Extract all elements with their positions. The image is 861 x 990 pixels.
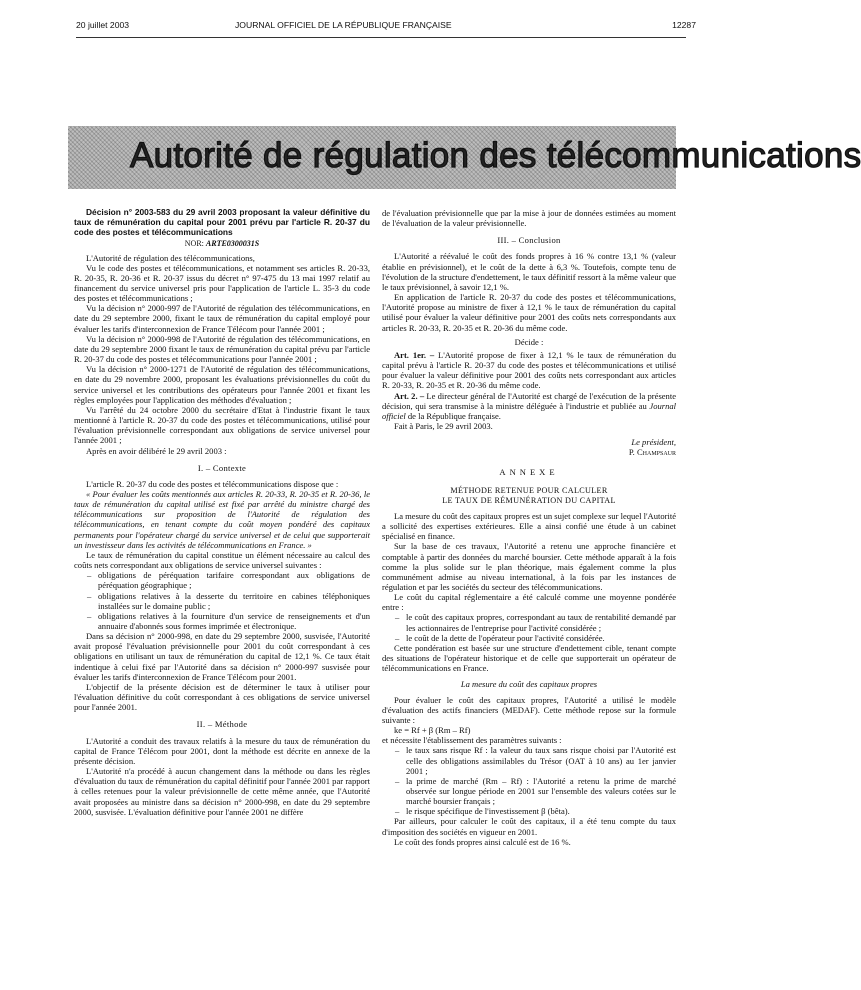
cost-components-list [382, 612, 676, 642]
nor-label: NOR: [184, 239, 204, 249]
paragraph: Le taux de rémunération du capital constitue un élément nécessaire au calcul des coûts nets correspondant aux obligations de service universel suivantes : [74, 549, 370, 571]
paragraph: Vu la décision n° 2000-997 de l'Autorité de régulation des télécommunications, en date du 29 septembre 2000, fixant le taux de rémunération du capital employé pour évaluer les tarifs d'interconnexion de France Télécom pour l'année 2001 ; [74, 303, 370, 334]
paragraph: Cette pondération est basée sur une structure d'endettement cible, tenant compte des situations de l'opérateur historique et de celle que supporterait un opérateur de télécommunications en France. [382, 642, 676, 674]
left-column [74, 208, 370, 817]
parameters-list [382, 745, 676, 816]
paragraph: Dans sa décision n° 2000-998, en date du 29 septembre 2000, susvisée, l'Autorité avait proposé l'évaluation prévisionnelle pour 2001 du coût correspondant à ces obligations en utilisant un taux de rémunération du capital de 12,1 %. Ce taux était indentique à celui fixé par l'Autorité dans sa décision n° 2000-997 susvisée pour évaluer les tarifs d'interconnexion de France Télécom pour 2001. [74, 631, 370, 682]
quoted-article: « Pour évaluer les coûts mentionnés aux articles R. 20-33, R. 20-35 et R. 20-36, le taux de rémunération du capital utilisé est fixé par arrêté du ministre chargé des télécommunications sur proposition de l'Autorité de régulation des télécommunications, en tenant compte du coût moyen pondéré des capitaux permanents pour l'opérateur chargé du service universel et de celui que supporterait un investisseur dans les activités de télécommunications en France. » [74, 488, 370, 550]
list-item: – le coût de la dette de l'opérateur pour l'activité considérée. [406, 633, 676, 643]
banner-title: Autorité de régulation des télécommunications [130, 136, 861, 175]
paragraph: L'Autorité de régulation des télécommunications, [86, 252, 255, 263]
journal-officiel: Journal officiel [382, 400, 676, 421]
article-1-label: Art. 1er. – [394, 349, 435, 360]
list-item: – obligations relatives à la desserte du territoire en cabines téléphoniques installées sur le domaine public ; [98, 591, 370, 611]
paragraph: Le coût du capital réglementaire a été calculé comme une moyenne pondérée entre : [382, 592, 676, 613]
list-item: – obligations de péréquation tarifaire correspondant aux obligations de péréquation géographique ; [98, 570, 370, 590]
header-rule [76, 37, 686, 38]
paragraph: de l'évaluation prévisionnelle que par la mise à jour de données estimées au moment de l'évaluation de la valeur prévisionnelle. [382, 208, 676, 229]
decision-title: Décision n° 2003-583 du 29 avril 2003 proposant la valeur définitive du taux de rémunération du capital pour 2001 prévu par l'article R. 20-37 du code des postes et télécommunications [74, 207, 370, 237]
article-2-text-b: de la République française. [405, 410, 501, 421]
article-2 [382, 391, 676, 421]
paragraph: Vu la décision n° 2000-998 de l'Autorité de régulation des télécommunications, en date du 29 septembre 2000 fixant le taux de rémunération du capital prévu par l'article R. 20-37 du code des postes et télécommunications pour l'année 2001 ; [74, 333, 370, 365]
list-item: – le taux sans risque Rf : la valeur du taux sans risque choisi par l'Autorité est celle des obligations assimilables du Trésor (OAT à 10 ans) au 1er janvier 2001 ; [406, 745, 676, 775]
nor-value: ARTE0300031S [205, 239, 260, 249]
right-column [382, 208, 676, 847]
obligations-list [74, 570, 370, 631]
header-date: 20 juillet 2003 [76, 20, 130, 30]
paragraph: et nécessite l'établissement des paramètres suivants : [382, 735, 562, 746]
paragraph: Vu l'arrêté du 24 octobre 2000 du secrétaire d'Etat à l'industrie fixant le taux mentionné à l'article R. 20-37 du code des postes et télécommunications, utilisé pour l'évaluation prévisionnelle correspondant aux obligations de service universel pour l'année 2001 ; [74, 404, 370, 446]
section-banner [68, 126, 861, 189]
article-1-text: L'Autorité propose de fixer à 12,1 % le taux de rémunération du capital prévu à l'article R. 20-37 du code des postes et télécommunications et utilisé pour évaluer la valeur définitive pour 2001 des coûts nets correspondant aux articles R. 20-33, R. 20-35 et R. 20-36 du même code. [382, 349, 676, 391]
article-2-text-a: Le directeur général de l'Autorité est chargé de l'exécution de la présente décision, qui sera transmise à la ministre déléguée à l'industrie et publiée au [382, 390, 677, 411]
paragraph: L'Autorité a conduit des travaux relatifs à la mesure du taux de rémunération du capital de France Télécom pour 2001, dont la méthode est décrite en annexe de la présente décision. [74, 735, 370, 766]
nor-reference [74, 239, 370, 249]
medaf-formula: ke = Rf + β (Rm – Rf) [394, 725, 471, 736]
list-item: – le risque spécifique de l'investissement β (bêta). [406, 806, 676, 816]
paragraph: Par ailleurs, pour calculer le coût des capitaux, il a été tenu compte du taux d'imposition des sociétés en vigueur en 2001. [382, 816, 676, 837]
header-journal-title: JOURNAL OFFICIEL DE LA RÉPUBLIQUE FRANÇAISE [235, 20, 452, 30]
signature-name: P. Champsaur [628, 447, 676, 458]
list-item: – la prime de marché (Rm – Rf) : l'Autorité a retenu la prime de marché observée sur longue période en 2001 sur l'ensemble des valeurs cotées sur le marché boursier français ; [406, 776, 676, 806]
paragraph: L'objectif de la présente décision est de déterminer le taux à utiliser pour l'évaluation définitive du coût correspondant à ces obligations de service universel pour l'année 2001. [74, 681, 370, 713]
list-item: – obligations relatives à la fourniture d'un service de renseignements et d'un annuaire d'abonnés sous formes imprimée et électronique. [98, 611, 370, 631]
paragraph: L'Autorité a réévalué le coût des fonds propres à 16 % contre 13,1 % (valeur établie en prévisionnel), et le coût de la dette à 6,3 %. Toutefois, compte tenu de l'évolution de la structure d'endettement, le taux définitif ressort à la même valeur que le taux prévisionnel, à savoir 12,1 %. [382, 251, 676, 292]
header-page-number: 12287 [672, 20, 696, 30]
annexe-heading: ANNEXE [499, 467, 559, 478]
section-heading-method: II. – Méthode [196, 719, 248, 730]
section-heading-context: I. – Contexte [197, 462, 247, 473]
page-header [0, 20, 748, 34]
paragraph: Vu la décision n° 2000-1271 de l'Autorité de régulation des télécommunications, en date du 29 novembre 2000, proposant les évaluations prévisionnelles du coût du service universel et les contributions des opérateurs pour l'année 2001 et fixant les règles employées pour l'application des méthodes d'évaluation ; [74, 364, 370, 405]
method-title-line-1: MÉTHODE RETENUE POUR CALCULER [450, 485, 608, 495]
section-heading-conclusion: III. – Conclusion [497, 235, 561, 246]
paragraph: Le coût des fonds propres ainsi calculé est de 16 %. [394, 836, 571, 847]
paragraph: En application de l'article R. 20-37 du code des postes et télécommunications, l'Autorité propose au ministre de fixer à 12,1 % le taux de rémunération du capital utilisé pour évaluer la valeur définitive pour 2001 des coûts nets correspondants aux articles R. 20-33, R. 20-35 et R. 20-36 du même code. [382, 292, 676, 333]
article-1 [382, 350, 676, 391]
decide-heading: Décide : [514, 336, 544, 347]
paragraph: Après en avoir délibéré le 29 avril 2003 : [86, 445, 227, 456]
paragraph: Pour évaluer le coût des capitaux propres, l'Autorité a utilisé le modèle d'évaluation des actifs financiers (MEDAF). Cette méthode repose sur la formule suivante : [382, 694, 676, 725]
list-item: – le coût des capitaux propres, correspondant au taux de rentabilité demandé par les actionnaires de l'entreprise pour l'activité considérée ; [406, 612, 676, 632]
paragraph: La mesure du coût des capitaux propres est un sujet complexe sur lequel l'Autorité a sollicité des expertises extérieures. Elle a ainsi confié une étude à un cabinet spécialisé en finance. [382, 510, 676, 542]
paragraph: Vu le code des postes et télécommunications, et notamment ses articles R. 20-33, R. 20-35, R. 20-36 et R. 20-37 issus du décret n° 97-475 du 13 mai 1997 relatif au financement du service universel pris pour l'application de l'article L. 35-3 du code des postes et télécommunications ; [74, 262, 370, 304]
paragraph: Sur la base de ces travaux, l'Autorité a retenu une approche financière et comptable à partir des données du marché boursier. Cette méthode apparaît à la fois comme la plus solide sur le plan théorique, mais également comme la plus communément admise au niveau international, à la fois par les instances de régulation et par les sociétés du secteur des télécommunications. [382, 541, 676, 592]
subsection-title: La mesure du coût des capitaux propres [460, 679, 598, 690]
paragraph: L'Autorité n'a procédé à aucun changement dans la méthode ou dans les règles d'évaluation du taux de rémunération du capital définitif pour l'année 2001 par rapport à celles retenues pour la valeur prévisionnelle de cette même année, que l'Autorité avait proposées au ministre dans sa décision n° 2000-998, en date du 29 septembre 2000, susvisée. L'évaluation définitive pour l'année 2001 ne diffère [74, 766, 370, 817]
signature-title: Le président, [631, 437, 676, 448]
article-2-label: Art. 2. – [394, 390, 425, 401]
signature-place-date: Fait à Paris, le 29 avril 2003. [394, 420, 493, 431]
method-title-line-2: LE TAUX DE RÉMUNÉRATION DU CAPITAL [442, 495, 616, 505]
paragraph: L'article R. 20-37 du code des postes et télécommunications dispose que : [86, 478, 339, 489]
